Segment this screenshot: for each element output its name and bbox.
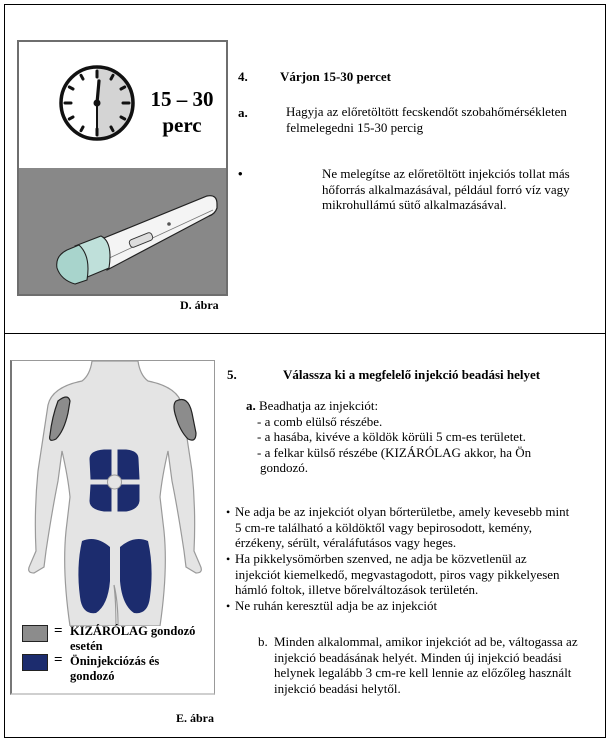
legend-swatch-self-and-caregiver bbox=[22, 654, 48, 671]
clock-icon bbox=[55, 61, 139, 145]
text-line: injekció beadásának helyét. Minden új injekció beadási bbox=[274, 649, 562, 665]
text-line: 5 cm-re található a köldöktől vagy bepirosodott, kemény, bbox=[235, 519, 532, 535]
text-line: Ha pikkelysömörben szenved, ne adja be közvetlenül az bbox=[235, 551, 527, 566]
time-unit: perc bbox=[162, 113, 202, 137]
row-divider bbox=[4, 333, 606, 334]
step-5-number: 5. bbox=[227, 367, 237, 382]
step-5-bullet-2 bbox=[235, 551, 560, 598]
text-line: helynek legalább 3 cm-re kell lennie az előzőleg használt bbox=[274, 665, 572, 680]
text-line: hőforrás alkalmazásával, például forró víz vagy bbox=[322, 181, 570, 197]
step-4-number: 4. bbox=[238, 69, 248, 84]
text-line: hámló foltok, illetve bőrelváltozások területén. bbox=[235, 582, 479, 597]
bullet-icon: • bbox=[226, 505, 231, 519]
step-4-title: Várjon 15-30 percet bbox=[280, 69, 391, 84]
step-5a-site: - a felkar külső részébe (KIZÁRÓLAG akkor, ha Ön bbox=[257, 444, 532, 460]
body-injection-sites-diagram bbox=[12, 361, 215, 626]
step-4-bullet-marker: • bbox=[238, 166, 243, 181]
text-line: Minden alkalommal, amikor injekciót ad be, váltogassa az bbox=[274, 634, 578, 649]
time-range: 15 – 30 bbox=[150, 87, 214, 111]
figure-d-clock-panel bbox=[19, 42, 226, 168]
text-line: KIZÁRÓLAG gondozó bbox=[70, 624, 196, 638]
figure-e bbox=[10, 360, 215, 695]
step-5a-marker: a. bbox=[246, 398, 256, 413]
legend-equals: = bbox=[54, 623, 63, 639]
legend-equals: = bbox=[54, 652, 63, 668]
text-line: injekció beadási helytől. bbox=[274, 680, 401, 696]
text-line: injekciót kiemelkedő, megvastagodott, piros vagy pikkelyesen bbox=[235, 566, 560, 582]
injection-pen-icon bbox=[39, 188, 219, 288]
figure-e-caption: E. ábra bbox=[176, 711, 215, 725]
legend-swatch-caregiver-only bbox=[22, 625, 48, 642]
step-5a-site: gondozó. bbox=[260, 460, 309, 475]
text-line: érzékeny, sérült, véraláfutásos vagy heges. bbox=[235, 535, 457, 550]
step-5-bullet-3 bbox=[235, 598, 437, 614]
step-5-title: Válassza ki a megfelelő injekció beadási helyet bbox=[283, 367, 541, 382]
text-line: Hagyja az előretöltött fecskendőt szobahőmérsékleten bbox=[286, 104, 567, 119]
step-4a-text bbox=[286, 104, 567, 135]
figure-d bbox=[17, 40, 228, 296]
text-line: Ne melegítse az előretöltött injekciós tollat más bbox=[322, 166, 570, 181]
text-line: Öninjekciózás és bbox=[70, 654, 160, 668]
figure-d-pen-panel bbox=[19, 168, 226, 296]
step-4a-marker: a. bbox=[238, 105, 248, 120]
text-line: gondozó bbox=[70, 669, 115, 683]
step-4-warning-text bbox=[322, 166, 570, 213]
text-line: felmelegedni 15-30 percig bbox=[286, 119, 424, 135]
step-5b-marker bbox=[258, 634, 268, 650]
wait-time-label bbox=[139, 86, 225, 138]
step-5a-intro: Beadhatja az injekciót: bbox=[259, 398, 379, 413]
text-line: mikrohullámú sütő alkalmazásával. bbox=[322, 197, 507, 212]
text-line: Ne ruhán keresztül adja be az injekciót bbox=[235, 598, 438, 613]
step-5b-text bbox=[274, 634, 578, 696]
step-5a-site: - a comb elülső részébe. bbox=[257, 413, 383, 429]
legend-label-caregiver-only bbox=[70, 624, 195, 654]
marker: b. bbox=[258, 634, 268, 649]
text-line: esetén bbox=[70, 639, 103, 653]
step-5a-site: - a hasába, kivéve a köldök körüli 5 cm-es területet. bbox=[257, 429, 526, 444]
step-5-bullet-1 bbox=[235, 504, 569, 551]
legend-label-self-and-caregiver bbox=[70, 654, 159, 684]
figure-d-caption: D. ábra bbox=[180, 298, 219, 312]
bullet-icon: • bbox=[226, 599, 231, 613]
step-5a-block bbox=[246, 398, 531, 476]
text-line: Ne adja be az injekciót olyan bőrterületbe, amely kevesebb mint bbox=[235, 504, 570, 519]
bullet-icon: • bbox=[226, 552, 231, 566]
